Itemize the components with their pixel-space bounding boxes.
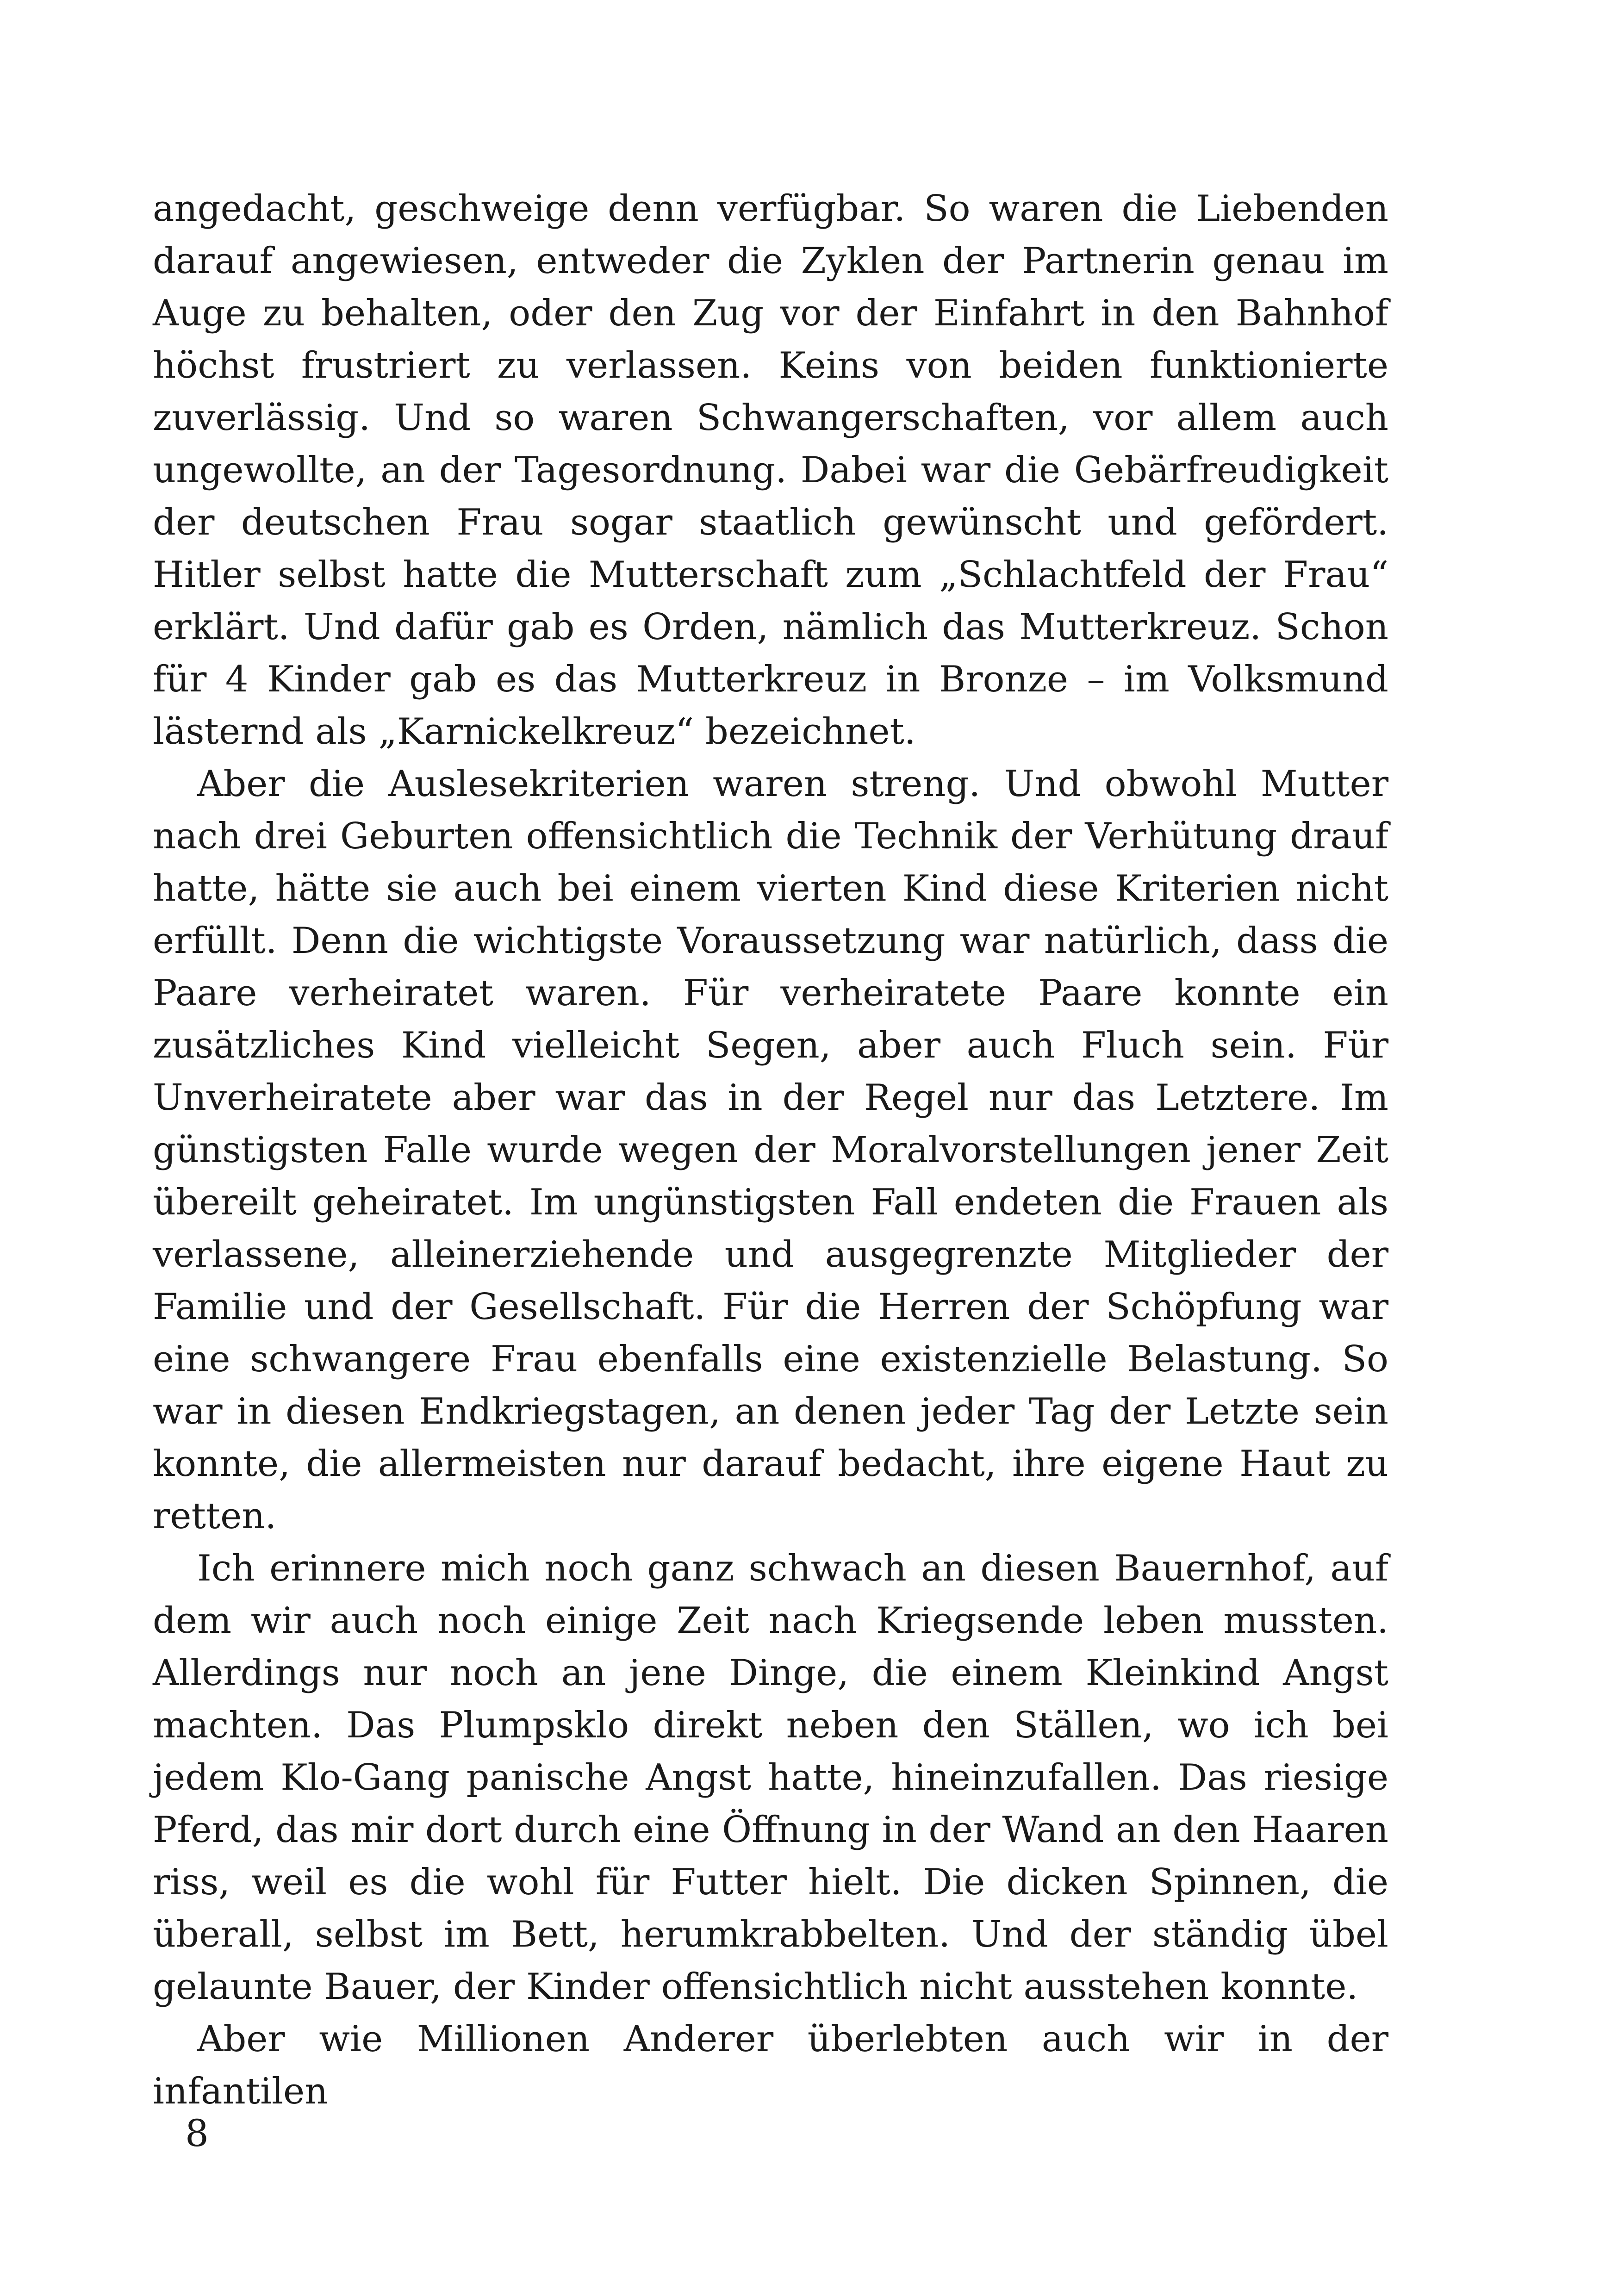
- paragraph-3: Ich erinnere mich noch ganz schwach an diesen Bauernhof, auf dem wir auch noch einige Zeit nach Kriegsende leben mussten. Allerdings nur noch an jene Dinge, die einem Kleinkind Angst machten. Das Plumpsklo direkt neben den Ställen, wo ich bei jedem Klo-Gang panische Angst hatte, hineinzufallen. Das riesige Pferd, das mir dort durch eine Öffnung in der Wand an den Haaren riss, weil es die wohl für Futter hielt. Die dicken Spinnen, die überall, selbst im Bett, herumkrabbelten. Und der ständig übel gelaunte Bauer, der Kinder offensichtlich nicht ausstehen konnte.: [153, 1548, 1388, 2008]
- page-number: 8: [185, 2112, 209, 2155]
- paragraph-1: angedacht, geschweige denn verfügbar. So waren die Liebenden darauf angewiesen, entweder die Zyklen der Partnerin genau im Auge zu behalten, oder den Zug vor der Einfahrt in den Bahnhof höchst frustriert zu verlassen. Keins von beiden funktionierte zuverlässig. Und so waren Schwangerschaften, vor allem auch ungewollte, an der Tagesordnung. Dabei war die Gebärfreudigkeit der deutschen Frau sogar staatlich gewünscht und gefördert. Hitler selbst hatte die Mutterschaft zum „Schlachtfeld der Frau“ erklärt. Und dafür gab es Orden, nämlich das Mutterkreuz. Schon für 4 Kinder gab es das Mutterkreuz in Bronze – im Volksmund lästernd als „Karnickelkreuz“ bezeichnet.: [153, 188, 1388, 753]
- paragraph-4: Aber wie Millionen Anderer überlebten auch wir in der infantilen: [153, 2018, 1388, 2112]
- body-text: [153, 183, 1388, 2118]
- paragraph-2: Aber die Auslesekriterien waren streng. Und obwohl Mutter nach drei Geburten offensichtlich die Technik der Verhütung drauf hatte, hätte sie auch bei einem vierten Kind diese Kriterien nicht erfüllt. Denn die wichtigste Voraussetzung war natürlich, dass die Paare verheiratet waren. Für verheiratete Paare konnte ein zusätzliches Kind vielleicht Segen, aber auch Fluch sein. Für Unverheiratete aber war das in der Regel nur das Letztere. Im günstigsten Falle wurde wegen der Moralvorstellungen jener Zeit übereilt geheiratet. Im ungünstigsten Fall endeten die Frauen als verlassene, alleinerziehende und ausgegrenzte Mitglieder der Familie und der Gesellschaft. Für die Herren der Schöpfung war eine schwangere Frau ebenfalls eine existenzielle Belastung. So war in diesen Endkriegstagen, an denen jeder Tag der Letzte sein konnte, die allermeisten nur darauf bedacht, ihre eigene Haut zu retten.: [153, 763, 1388, 1537]
